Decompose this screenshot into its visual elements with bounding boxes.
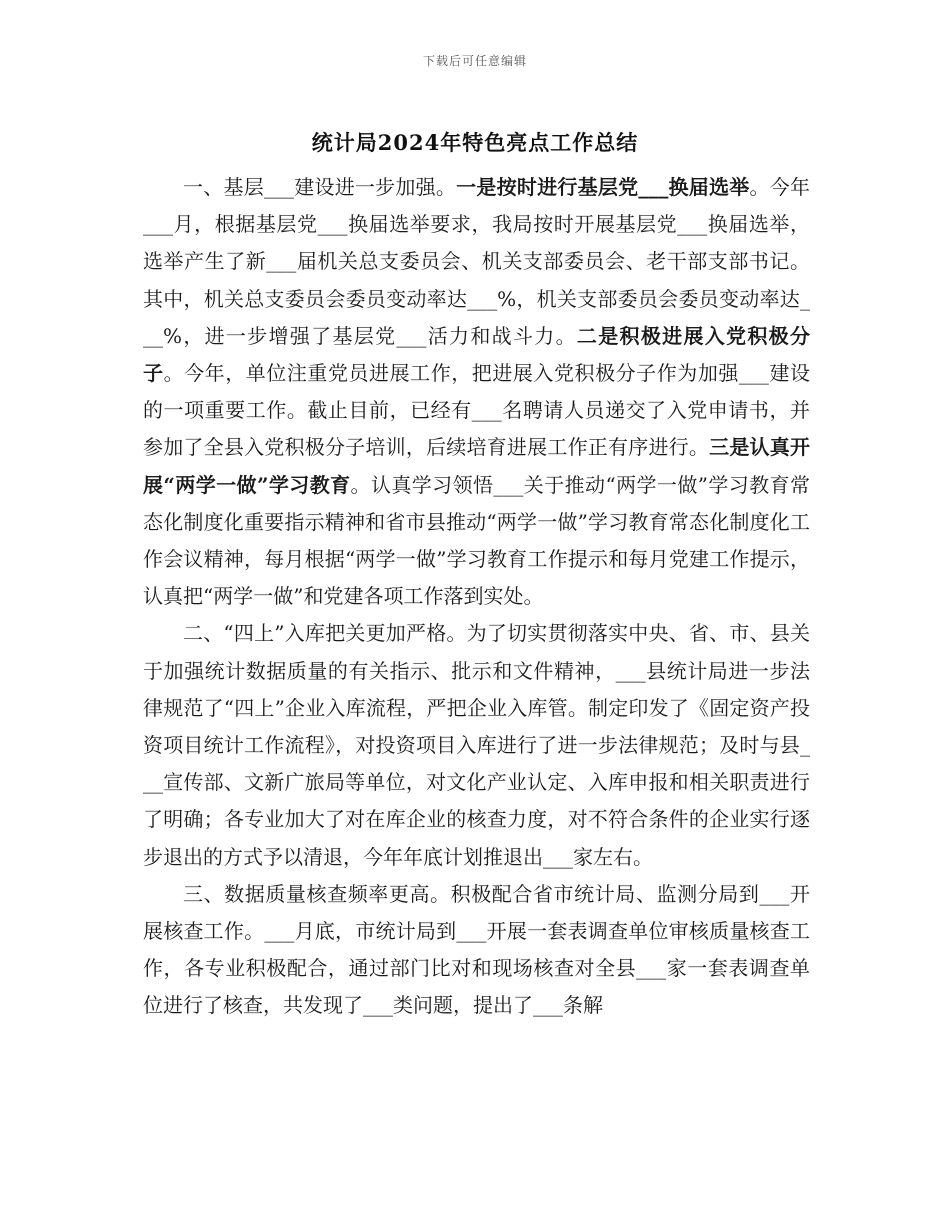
paragraph-3 — [143, 876, 810, 1025]
paragraph-1-point-3-heading: 三是认真开展“两学一做”学习教育 — [143, 435, 810, 497]
header-note: 下载后可任意编辑 — [422, 54, 527, 68]
paragraph-2-text: 二、“四上”入库把关更加严格。为了切实贯彻落实中央、省、市、县关于加强统计数据质量的有关指示、批示和文件精神，___县统计局进一步法律规范了“四上”企业入库流程，严把企业入库管。制定印发了《固定资产投资项目统计工作流程》，对投资项目入库进行了进一步法律规范；及时与县___宣传部、文新广旅局等单位，对文化产业认定、入库申报和相关职责进行了明确；各专业加大了对在库企业的核查力度，对不符合条件的企业实行逐步退出的方式予以清退，今年年底计划推退出___家左右。 — [143, 621, 810, 869]
paragraph-1-point-2-body: 。今年，单位注重党员进展工作，把进展入党积极分子作为加强___建设的一项重要工作。截止目前，已经有___名聘请人员递交了入党申请书，并参加了全县入党积极分子培训，后续培育进展工作正有序进行。 — [143, 361, 811, 460]
paragraph-2 — [143, 615, 810, 875]
paragraph-3-text: 三、数据质量核查频率更高。积极配合省市统计局、监测分局到___开展核查工作。___月底，市统计局到___开展一套表调查单位审核质量核查工作，各专业积极配合，通过部门比对和现场核查对全县___家一套表调查单位进行了核查，共发现了___类问题，提出了___条解 — [143, 881, 810, 1018]
paragraph-1-point-1-heading: 一是按时进行基层党___换届选举 — [456, 175, 750, 199]
paragraph-1-point-2-heading: 二是积极进展入党积极分子 — [143, 323, 810, 386]
paragraph-1-point-1-body: 。今年___月，根据基层党___换届选举要求，我局按时开展基层党___换届选举，选举产生了新___届机关总支委员会、机关支部委员会、老干部支部书记。其中，机关总支委员会委员变动率达___%，机关支部委员会委员变动率达___%，进一步增强了基层党___活力和战斗力。 — [143, 175, 811, 348]
document-title: 统计局2024年特色亮点工作总结 — [311, 130, 639, 155]
paragraph-1-point-3-body: 。认真学习领悟___关于推动“两学一做”学习教育常态化制度化重要指示精神和省市县推动“两学一做”学习教育常态化制度化工作会议精神，每月根据“两学一做”学习教育工作提示和每月党建工作提示，认真把“两学一做”和党建各项工作落到实处。 — [143, 472, 811, 609]
paragraph-1-lead: 一、基层___建设进一步加强。 — [183, 175, 457, 199]
document-body — [143, 169, 810, 1025]
paragraph-1 — [143, 169, 810, 615]
